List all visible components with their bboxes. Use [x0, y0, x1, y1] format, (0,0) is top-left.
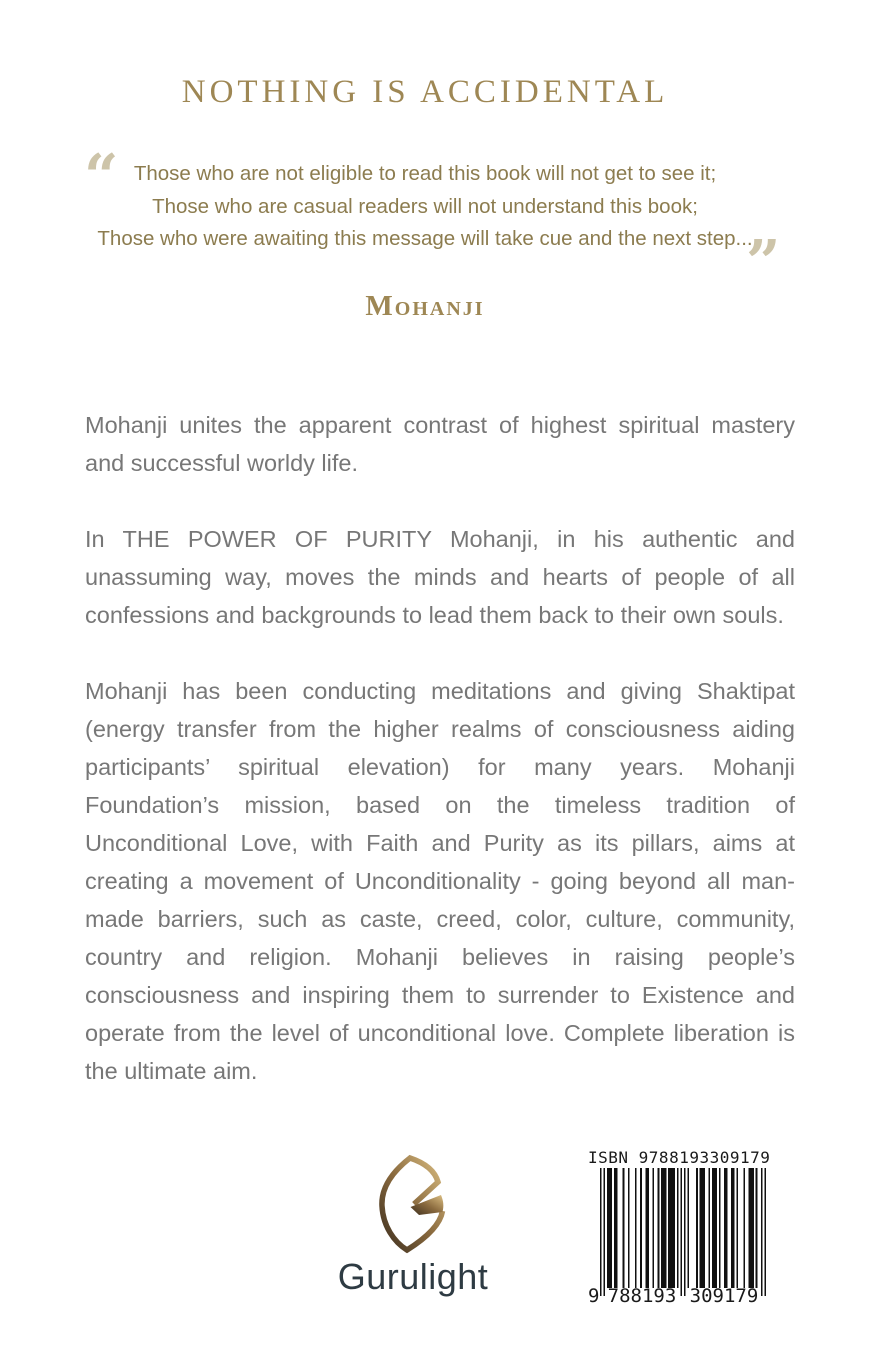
author-name: Mohanji — [365, 290, 485, 322]
quote-line-2: Those who are casual readers will not understand this book; — [152, 194, 698, 218]
quote-line-3: Those who were awaiting this message will take cue and the next step... — [97, 227, 753, 250]
isbn-digit-group: 309179 — [689, 1285, 759, 1307]
isbn-digit-group: 9 — [588, 1285, 600, 1307]
isbn-label: ISBN 9788193309179 — [588, 1148, 771, 1167]
quote-line-1: Those who are not eligible to read this book will not get to see it; — [133, 162, 717, 185]
isbn-barcode — [588, 1148, 770, 1310]
book-description — [85, 406, 795, 1128]
description-paragraph: Mohanji has been conducting meditations and giving Shaktipat (energy transfer from the higher realms of consciousness aiding participants’ spiritual elevation) for many years. Mohanji Foundation’s mission, based on the timeless tradition of Unconditional Love, with Faith and Purity as its pillars, aims at creating a movement of Unconditionality - going beyond all man-made barriers, such as caste, creed, color, culture, community, country and religion. Mohanji believes in raising people’s consciousness and inspiring them to surrender to Existence and operate from the level of unconditional love. Complete liberation is the ultimate aim. — [85, 678, 795, 1084]
description-paragraph: Mohanji unites the apparent contrast of highest spiritual mastery and successful worldy life. — [85, 412, 795, 476]
barcode-bars-icon — [600, 1168, 766, 1296]
close-quote-icon: ” — [746, 228, 781, 298]
open-quote-icon: “ — [84, 142, 119, 212]
description-paragraph: In THE POWER OF PURITY Mohanji, in his authentic and unassuming way, moves the minds and hearts of people of all confessions and backgrounds to lead them back to their own souls. — [85, 526, 795, 628]
gurulight-g-leaf-icon — [378, 1152, 446, 1254]
isbn-digit-group: 788193 — [607, 1285, 677, 1307]
publisher-name: Gurulight — [337, 1256, 489, 1297]
quote-block — [40, 142, 810, 298]
page-title: NOTHING IS ACCIDENTAL — [181, 74, 669, 110]
